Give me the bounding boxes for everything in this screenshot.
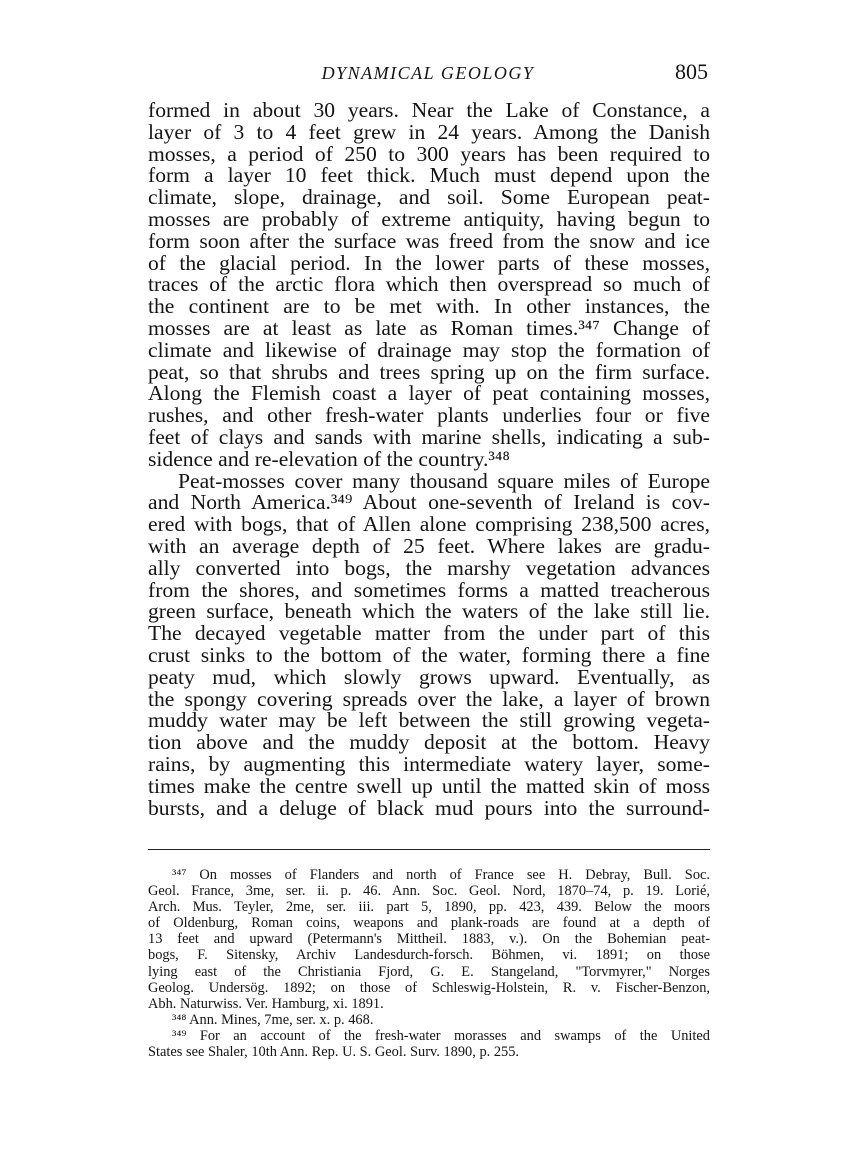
text-line: Along the Flemish coast a layer of peat containing mosses, (148, 381, 710, 406)
text-line: crust sinks to the bottom of the water, forming there a fine (148, 642, 710, 667)
text-line: climate, slope, drainage, and soil. Some European peat- (148, 185, 710, 210)
footnote-line: ³⁴⁷ On mosses of Flanders and north of France see H. Debray, Bull. Soc. (172, 867, 710, 883)
text-line: from the shores, and sometimes forms a matted treacherous (148, 577, 710, 602)
footnotes (148, 867, 710, 1060)
text-line: mosses, a period of 250 to 300 years has been required to (148, 141, 710, 166)
text-line: layer of 3 to 4 feet grew in 24 years. Among the Danish (148, 119, 710, 144)
text-line: ally converted into bogs, the marshy vegetation advances (148, 555, 710, 580)
page-number: 805 (675, 59, 708, 84)
text-line: peaty mud, which slowly grows upward. Eventually, as (148, 664, 710, 689)
footnote-line: ³⁴⁹ For an account of the fresh-water morasses and swamps of the United (172, 1027, 710, 1044)
text-line: traces of the arctic flora which then overspread so much of (148, 272, 710, 297)
text-line: times make the centre swell up until the matted skin of moss (148, 773, 710, 798)
running-head (148, 57, 708, 93)
text-line: feet of clays and sands with marine shells, indicating a sub- (148, 424, 710, 449)
footnote-divider (148, 849, 710, 850)
text-line: form soon after the surface was freed from the snow and ice (148, 228, 710, 253)
text-line: mosses are probably of extreme antiquity, having begun to (148, 206, 710, 231)
paragraph-end-line: sidence and re-elevation of the country.³⁴⁸ (148, 446, 510, 471)
text-line: The decayed vegetable matter from the under part of this (148, 621, 710, 646)
footnote-line: Geolog. Undersög. 1892; on those of Schleswig-Holstein, R. v. Fischer-Benzon, (148, 979, 710, 996)
paragraph-start-line: Peat-mosses cover many thousand square miles of Europe (178, 468, 710, 493)
text-line: the spongy covering spreads over the lake, a layer of brown (148, 686, 710, 711)
body-text (148, 100, 710, 819)
text-line: rains, by augmenting this intermediate watery layer, some- (148, 751, 710, 776)
text-line: climate and likewise of drainage may stop the formation of (148, 337, 710, 362)
footnote-line: Geol. France, 3me, ser. ii. p. 46. Ann. Soc. Geol. Nord, 1870–74, p. 19. Lorié, (148, 883, 710, 900)
text-line: the continent are to be met with. In other instances, the (148, 294, 710, 319)
text-line: mosses are at least as late as Roman times.³⁴⁷ Change of (148, 315, 710, 340)
text-line: ered with bogs, that of Allen alone comprising 238,500 acres, (148, 512, 710, 537)
footnote-line: bogs, F. Sitensky, Archiv Landesdurch-forsch. Böhmen, vi. 1891; on those (148, 947, 710, 964)
text-line: of the glacial period. In the lower parts of these mosses, (148, 250, 710, 275)
footnote-line: ³⁴⁸ Ann. Mines, 7me, ser. x. p. 468. (172, 1011, 374, 1028)
footnote-line: 13 feet and upward (Petermann's Mittheil. 1883, v.). On the Bohemian peat- (148, 931, 710, 948)
footnote-line: lying east of the Christiania Fjord, G. E. Stangeland, "Torvmyrer," Norges (148, 963, 710, 980)
footnote-line: Abh. Naturwiss. Ver. Hamburg, xi. 1891. (148, 995, 384, 1012)
text-line: with an average depth of 25 feet. Where lakes are gradu- (148, 533, 710, 558)
footnote-line: of Oldenburg, Roman coins, weapons and plank-roads are found at a depth of (148, 915, 710, 932)
text-line: green surface, beneath which the waters of the lake still lie. (148, 599, 710, 624)
text-line: bursts, and a deluge of black mud pours into the surround- (148, 795, 710, 820)
footnote-line: States see Shaler, 10th Ann. Rep. U. S. Geol. Surv. 1890, p. 255. (148, 1044, 520, 1061)
text-line: peat, so that shrubs and trees spring up on the firm surface. (148, 359, 710, 384)
text-line: formed in about 30 years. Near the Lake of Constance, a (148, 98, 710, 122)
text-line: tion above and the muddy deposit at the bottom. Heavy (148, 730, 710, 755)
footnote-line: Arch. Mus. Teyler, 2me, ser. iii. part 5, 1890, pp. 423, 439. Below the moors (148, 899, 710, 916)
text-line: muddy water may be left between the still growing vegeta- (148, 708, 710, 733)
text-line: rushes, and other fresh-water plants underlies four or five (148, 403, 710, 428)
text-line: and North America.³⁴⁹ About one-seventh of Ireland is cov- (148, 490, 710, 515)
running-title: DYNAMICAL GEOLOGY (321, 63, 535, 83)
text-line: form a layer 10 feet thick. Much must depend upon the (148, 163, 710, 188)
